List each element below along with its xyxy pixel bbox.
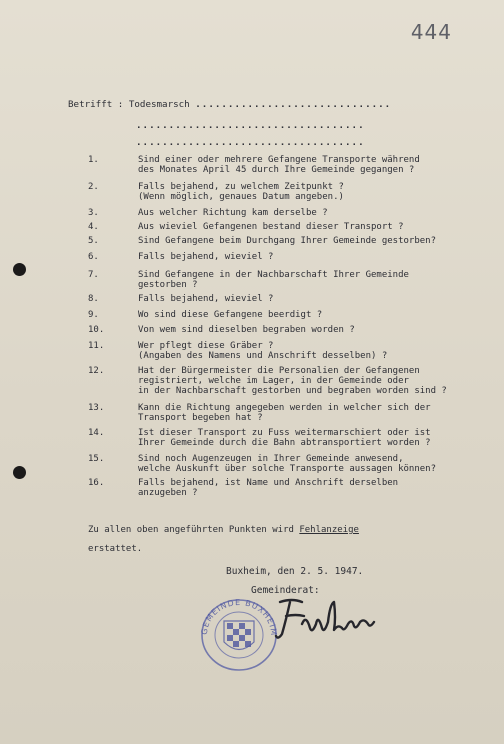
question-text: Kann die Richtung angegeben werden in welcher sich der Transport begeben hat ? [138,403,431,423]
svg-text:GEMEINDE BUXHEIM [200,598,278,637]
question-text: Falls bejahend, zu welchem Zeitpunkt ? (Wenn möglich, genaues Datum angeben.) [138,182,344,202]
question-number: 3. [88,208,99,218]
question-number: 6. [88,252,99,262]
question-number: 5. [88,236,99,246]
punch-hole [13,263,26,276]
question-text: Aus welcher Richtung kam derselbe ? [138,208,328,218]
question-text: Sind Gefangene in der Nachbarschaft Ihrer Gemeinde gestorben ? [138,270,409,290]
council-label: Gemeinderat: [251,585,320,596]
question-number: 1. [88,155,99,165]
punch-hole [13,466,26,479]
subject-line [68,99,482,110]
question-number: 14. [88,428,105,438]
question-number: 12. [88,366,105,376]
question-text: Falls bejahend, ist Name und Anschrift derselben anzugeben ? [138,478,399,498]
question-text: Aus wieviel Gefangenen bestand dieser Transport ? [138,222,404,232]
closing-line [88,521,359,540]
question-text: Wo sind diese Gefangene beerdigt ? [138,310,323,320]
question-number: 15. [88,454,105,464]
question-number: 2. [88,182,99,192]
fehlanzeige-emphasis: Fehlanzeige [299,525,359,535]
place-date: Buxheim, den 2. 5. 1947. [226,566,364,577]
subject-label: Betrifft : Todesmarsch [68,99,190,110]
closing-statement [88,521,359,559]
municipal-seal [198,597,280,673]
question-number: 13. [88,403,105,413]
question-number: 16. [88,478,105,488]
subject-dots: .............................. [195,99,392,110]
question-text: Hat der Bürgermeister die Personalien der Gefangenen registriert, welche im Lager, in der Gemeinde oder in der Nachbarschaft gestorben und begraben worden sind ? [138,366,447,396]
closing-prefix: Zu allen oben angeführten Punkten wird [88,525,300,535]
question-text: Falls bejahend, wieviel ? [138,252,274,262]
subject-dots-line: ................................... [136,120,365,131]
question-number: 10. [88,325,105,335]
question-text: Wer pflegt diese Gräber ? (Angaben des Namens und Anschrift desselben) ? [138,341,388,361]
page-number: 444 [410,20,452,44]
seal-text: GEMEINDE BUXHEIM [199,597,279,637]
question-text: Von wem sind dieselben begraben worden ? [138,325,355,335]
question-number: 4. [88,222,99,232]
subject-dots-line: ................................... [136,137,365,148]
question-text: Sind Gefangene beim Durchgang Ihrer Gemeinde gestorben? [138,236,437,246]
question-number: 9. [88,310,99,320]
handwritten-signature [272,594,378,642]
question-text: Falls bejahend, wieviel ? [138,294,274,304]
closing-line-2: erstattet. [88,544,143,554]
question-number: 8. [88,294,99,304]
question-number: 11. [88,341,105,351]
question-number: 7. [88,270,99,280]
question-text: Sind noch Augenzeugen in Ihrer Gemeinde anwesend, welche Auskunft über solche Transporte aussagen können? [138,454,437,474]
question-text: Ist dieser Transport zu Fuss weitermarschiert oder ist Ihrer Gemeinde durch die Bahn abtransportiert worden ? [138,428,431,448]
question-text: Sind einer oder mehrere Gefangene Transporte während des Monates April 45 durch Ihre Gemeinde gegangen ? [138,155,420,175]
